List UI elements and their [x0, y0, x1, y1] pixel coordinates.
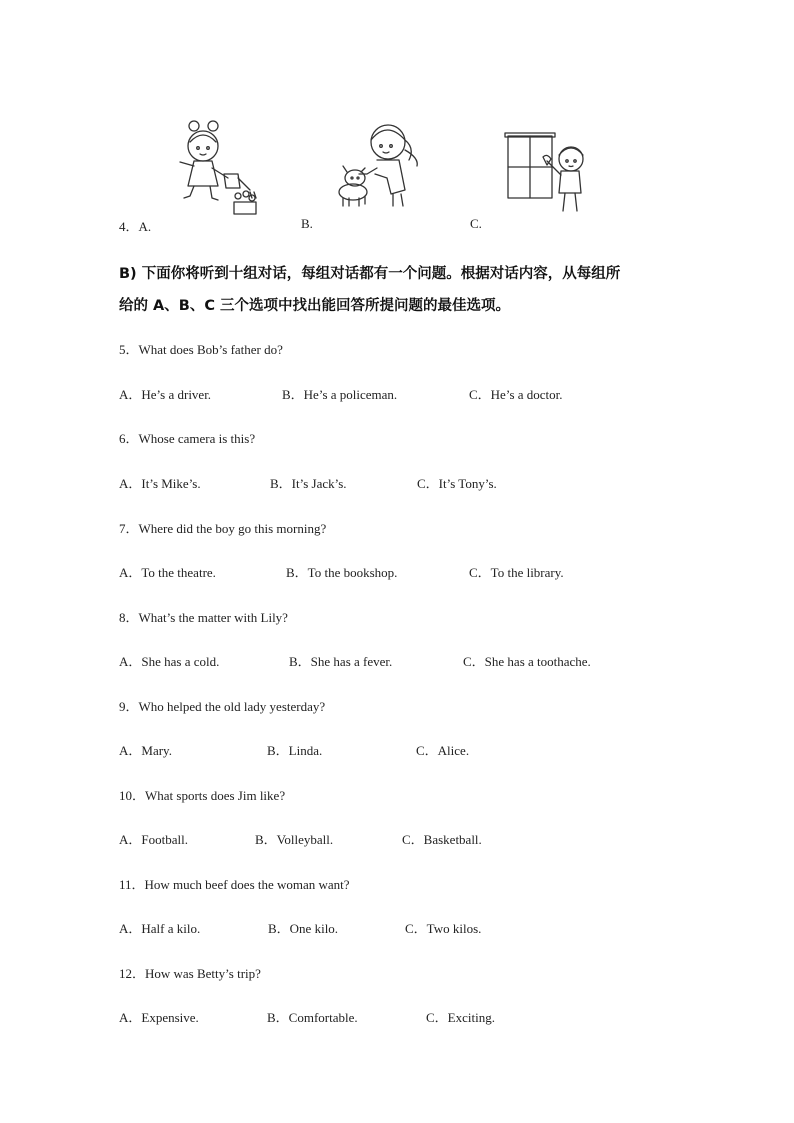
- question-8-option-c: C．She has a toothache.: [463, 654, 591, 669]
- question-9-option-b: B．Linda.: [267, 743, 323, 758]
- question-9-option-c: C．Alice.: [416, 743, 470, 758]
- question-10: 10．What sports does Jim like?: [119, 788, 286, 803]
- question-6-option-a: A．It’s Mike’s.: [119, 476, 201, 491]
- question-10-option-c: C．Basketball.: [402, 832, 482, 847]
- question-5-option-b: B．He’s a policeman.: [282, 387, 398, 402]
- question-8: 8．What’s the matter with Lily?: [119, 610, 288, 625]
- question-4-option-b: B.: [301, 216, 313, 231]
- question-9-option-a: A．Mary.: [119, 743, 172, 758]
- question-4-option-c: C.: [470, 216, 482, 231]
- question-9: 9．Who helped the old lady yesterday?: [119, 699, 326, 714]
- question-5-option-c: C．He’s a doctor.: [469, 387, 563, 402]
- section-b-instructions-line2: 给的 A、B、C 三个选项中找出能回答所提问题的最佳选项。: [119, 298, 511, 314]
- question-7-option-c: C．To the library.: [469, 565, 564, 580]
- girl-feeding-dog-image: [335, 118, 435, 218]
- question-12-option-a: A．Expensive.: [119, 1010, 199, 1025]
- question-7-option-b: B．To the bookshop.: [286, 565, 398, 580]
- question-12: 12．How was Betty’s trip?: [119, 966, 261, 981]
- question-8-option-b: B．She has a fever.: [289, 654, 393, 669]
- question-4-number: 4．A.: [119, 219, 152, 234]
- question-7-option-a: A．To the theatre.: [119, 565, 216, 580]
- section-b-instructions-line1: B) 下面你将听到十组对话，每组对话都有一个问题。根据对话内容，从每组所: [119, 266, 621, 282]
- girl-cleaning-window-image: [505, 133, 595, 218]
- girl-watering-flowers-image: [172, 118, 272, 218]
- question-10-option-b: B．Volleyball.: [255, 832, 334, 847]
- question-11-option-c: C．Two kilos.: [405, 921, 482, 936]
- question-12-option-b: B．Comfortable.: [267, 1010, 358, 1025]
- question-11: 11．How much beef does the woman want?: [119, 877, 350, 892]
- question-5: 5．What does Bob’s father do?: [119, 342, 283, 357]
- question-11-option-b: B．One kilo.: [268, 921, 339, 936]
- question-6: 6．Whose camera is this?: [119, 431, 256, 446]
- question-7: 7．Where did the boy go this morning?: [119, 521, 327, 536]
- question-6-option-b: B．It’s Jack’s.: [270, 476, 347, 491]
- question-10-option-a: A．Football.: [119, 832, 188, 847]
- question-5-option-a: A．He’s a driver.: [119, 387, 212, 402]
- question-6-option-c: C．It’s Tony’s.: [417, 476, 497, 491]
- question-8-option-a: A．She has a cold.: [119, 654, 220, 669]
- question-11-option-a: A．Half a kilo.: [119, 921, 201, 936]
- question-12-option-c: C．Exciting.: [426, 1010, 495, 1025]
